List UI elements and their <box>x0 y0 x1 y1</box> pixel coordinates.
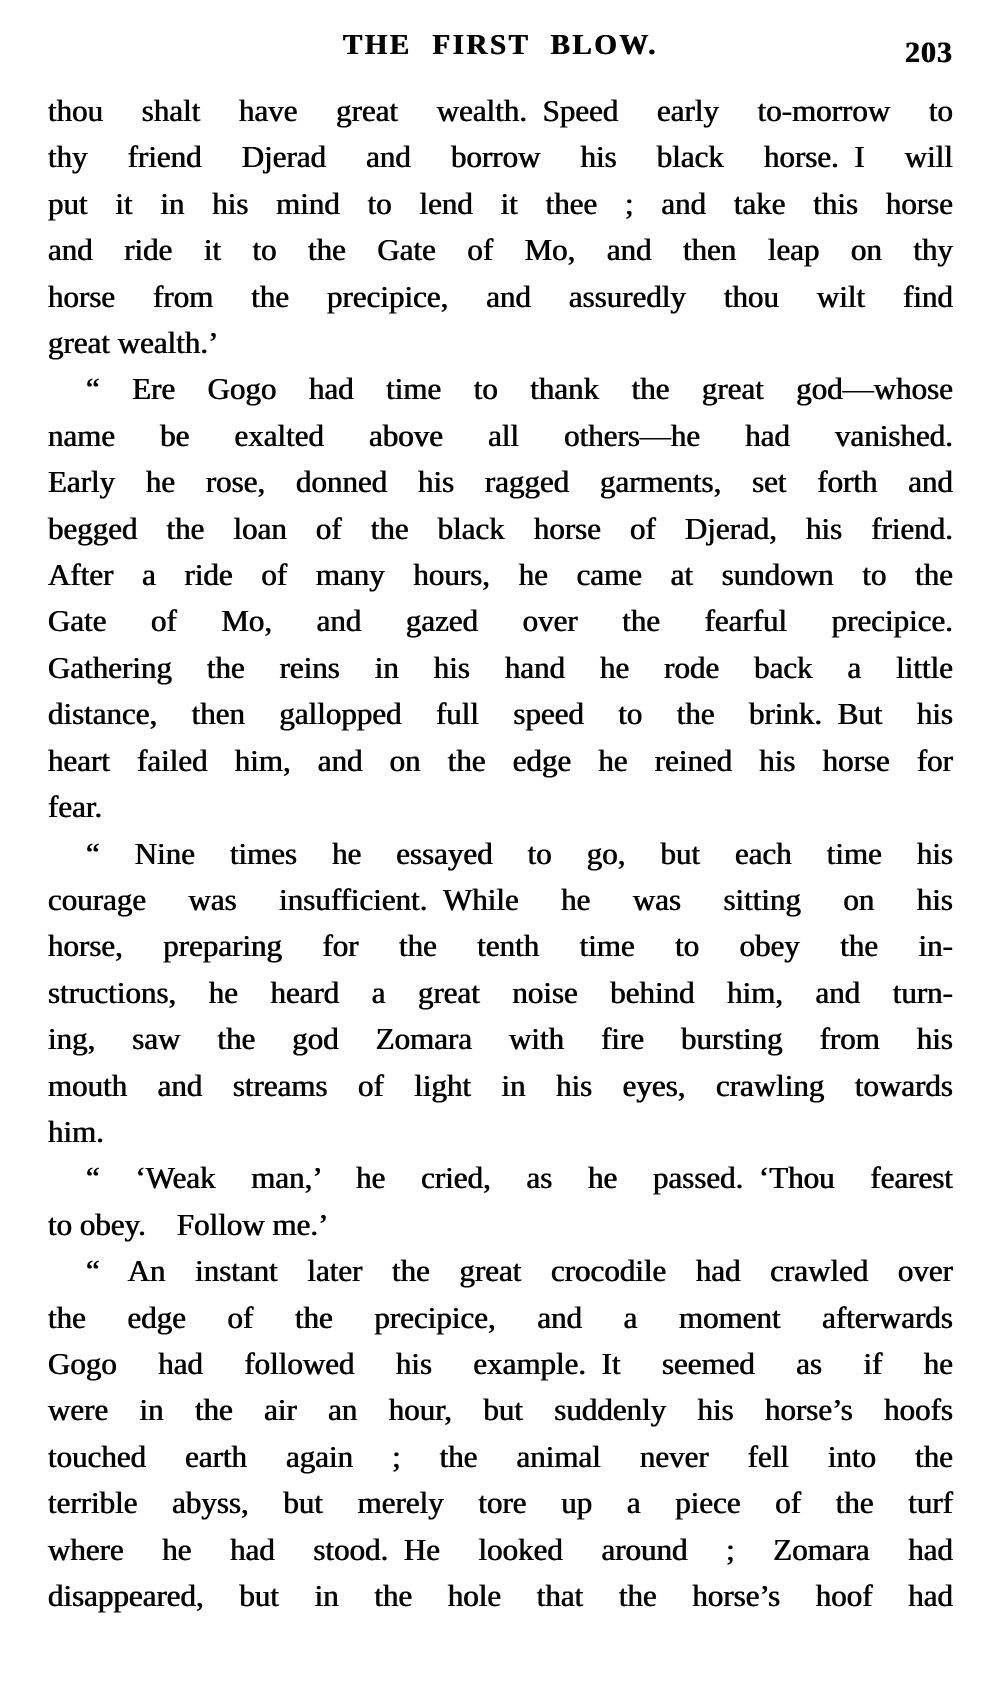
paragraph <box>48 1248 953 1619</box>
text-line: heart failed him, and on the edge he reined his horse for <box>48 742 953 778</box>
text-line: where he had stood. He looked around ; Zomara had <box>48 1531 953 1567</box>
running-title: THE FIRST BLOW. <box>343 29 658 61</box>
text-line: were in the air an hour, but suddenly his horse’s hoofs <box>48 1392 953 1428</box>
page-number: 203 <box>905 36 953 69</box>
text-line: and ride it to the Gate of Mo, and then leap on thy <box>48 232 953 268</box>
text-line: the edge of the precipice, and a moment afterwards <box>48 1299 953 1335</box>
paragraph <box>48 831 953 1156</box>
body-text <box>48 88 953 1619</box>
text-line: horse, preparing for the tenth time to obey the in- <box>48 928 953 964</box>
text-line: fear. <box>48 789 103 825</box>
text-line: mouth and streams of light in his eyes, crawling towards <box>48 1067 953 1103</box>
page-header <box>48 29 953 67</box>
text-line: After a ride of many hours, he came at sundown to the <box>48 557 953 593</box>
text-line: him. <box>48 1113 104 1149</box>
text-line: great wealth.’ <box>48 325 219 361</box>
paragraph <box>48 88 953 366</box>
text-line: “ Nine times he essayed to go, but each time his <box>86 835 953 871</box>
text-line: horse from the precipice, and assuredly thou wilt find <box>48 278 953 314</box>
text-line: thy friend Djerad and borrow his black horse. I will <box>48 139 953 175</box>
text-line: Gathering the reins in his hand he rode back a little <box>48 649 953 685</box>
text-line: thou shalt have great wealth. Speed early to-morrow to <box>48 93 953 128</box>
text-line: “ Ere Gogo had time to thank the great god—whose <box>86 371 953 407</box>
paragraph <box>48 366 953 830</box>
text-line: disappeared, but in the hole that the horse’s hoof had <box>48 1578 953 1613</box>
text-line: Gate of Mo, and gazed over the fearful precipice. <box>48 603 953 639</box>
paragraph <box>48 1155 953 1248</box>
text-line: begged the loan of the black horse of Djerad, his friend. <box>48 510 953 546</box>
text-line: structions, he heard a great noise behind him, and turn- <box>48 974 953 1010</box>
text-line: courage was insufficient. While he was sitting on his <box>48 881 953 917</box>
text-line: to obey. Follow me.’ <box>48 1206 329 1242</box>
text-line: put it in his mind to lend it thee ; and take this horse <box>48 185 953 221</box>
text-line: Early he rose, donned his ragged garments, set forth and <box>48 464 953 500</box>
text-line: “ An instant later the great crocodile had crawled over <box>86 1253 953 1289</box>
text-line: name be exalted above all others—he had vanished. <box>48 417 953 453</box>
text-line: terrible abyss, but merely tore up a piece of the turf <box>48 1485 953 1521</box>
text-line: ing, saw the god Zomara with fire bursting from his <box>48 1021 953 1057</box>
text-line: touched earth again ; the animal never fell into the <box>48 1438 953 1474</box>
text-line: Gogo had followed his example. It seemed as if he <box>48 1345 953 1381</box>
text-line: distance, then gallopped full speed to the brink. But his <box>48 696 953 732</box>
text-line: “ ‘Weak man,’ he cried, as he passed. ‘Thou fearest <box>86 1160 953 1196</box>
